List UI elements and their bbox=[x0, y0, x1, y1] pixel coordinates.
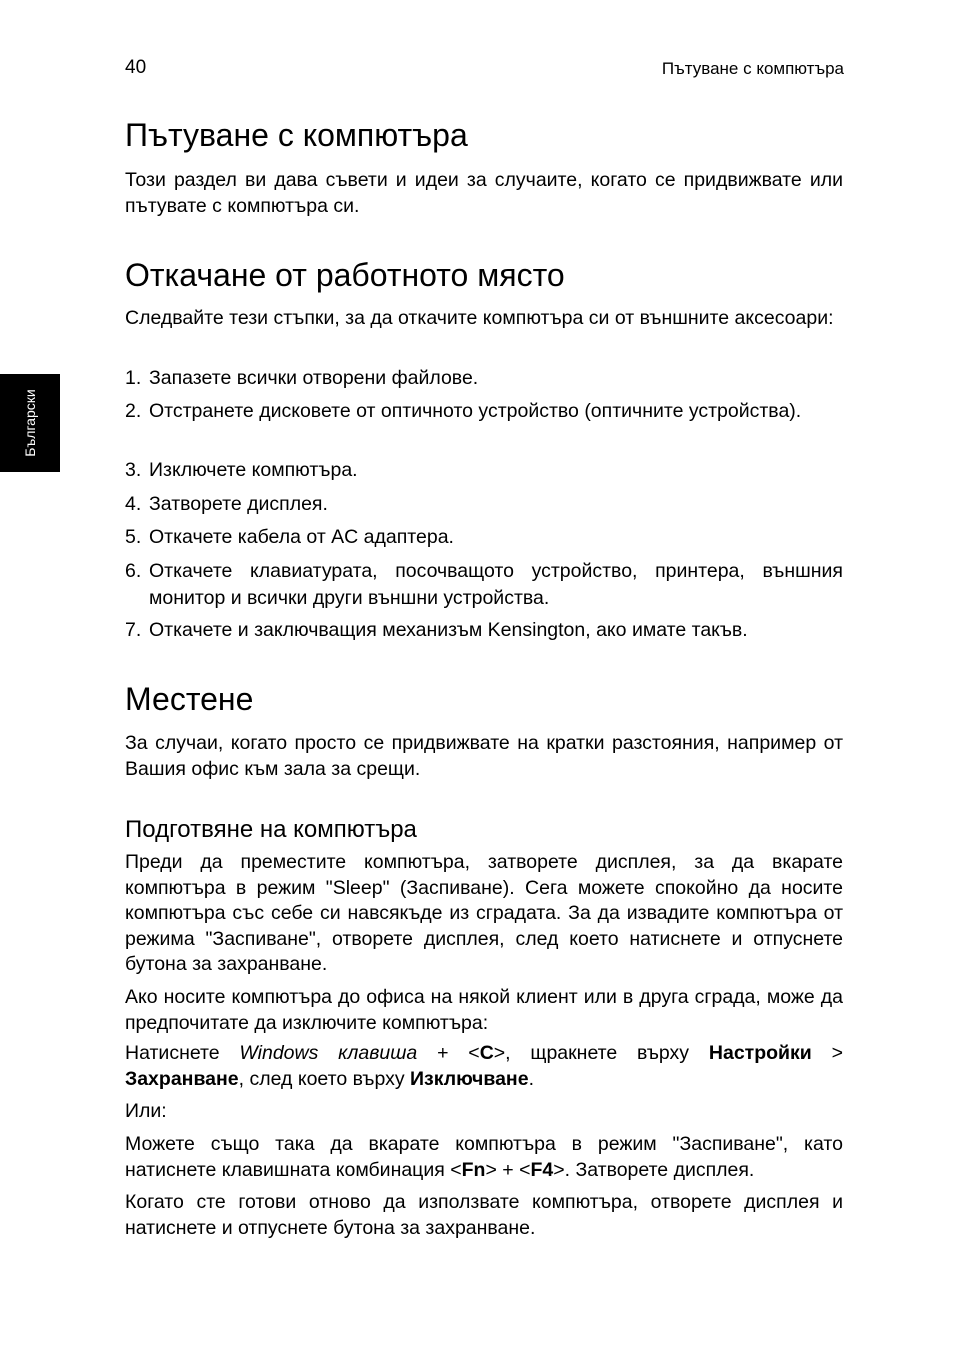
text-run: + < bbox=[417, 1042, 480, 1064]
list-item bbox=[125, 365, 843, 392]
list-item bbox=[125, 457, 843, 484]
section-title-move: Местене bbox=[125, 681, 254, 717]
list-item bbox=[125, 558, 843, 612]
list-item-text: Запазете всички отворени файлове. bbox=[149, 367, 479, 389]
page-number: 40 bbox=[125, 57, 147, 78]
list-item-text: Откачете кабела от AC адаптера. bbox=[149, 526, 454, 548]
text-run: . bbox=[528, 1067, 534, 1090]
list-item-text: Откачете и заключващия механизъм Kensington, ако имате такъв. bbox=[149, 619, 748, 641]
subsection-title-prepare: Подготвяне на компютъра bbox=[125, 816, 417, 843]
text-run: >, щракнете върху bbox=[493, 1042, 709, 1064]
list-item-number: 1. bbox=[125, 367, 142, 389]
text-run: Натиснете bbox=[125, 1042, 240, 1064]
list-item-number: 2. bbox=[125, 400, 142, 422]
list-item-number: 5. bbox=[125, 526, 142, 548]
list-item-text: Откачете клавиатурата, посочващото устройство, принтера, външния монитор и всички други външни устройства. bbox=[149, 560, 843, 609]
power-text: Захранване bbox=[125, 1067, 239, 1090]
shutdown-text: Изключване bbox=[410, 1067, 529, 1090]
sleep-shortcut-paragraph bbox=[125, 1132, 843, 1183]
section-title-travel: Пътуване с компютъра bbox=[125, 117, 468, 153]
text-run: Можете също така да вкарате компютъра в режим "Заспиване", като натиснете клавишната комбинация < bbox=[125, 1133, 843, 1181]
list-item bbox=[125, 524, 843, 551]
list-item-text: Затворете дисплея. bbox=[149, 493, 328, 515]
language-tab bbox=[0, 374, 60, 472]
key-fn-text: Fn bbox=[461, 1158, 486, 1181]
list-item-text: Изключете компютъра. bbox=[149, 459, 358, 481]
running-header: Пътуване с компютъра bbox=[661, 59, 844, 78]
text-run: >. Затворете дисплея. bbox=[553, 1158, 755, 1181]
list-item-number: 6. bbox=[125, 560, 142, 582]
text-run: > bbox=[811, 1042, 843, 1064]
list-item bbox=[125, 617, 843, 644]
list-item-text: Отстранете дисковете от оптичното устройство (оптичните устройства). bbox=[149, 400, 802, 422]
prepare-paragraph-2: Ако носите компютъра до офиса на някой клиент или в друга сграда, може да предпочитате да изключите компютъра: bbox=[125, 986, 843, 1034]
list-item-number: 7. bbox=[125, 619, 142, 641]
text-run: , след което върху bbox=[238, 1067, 411, 1090]
key-c-text: C bbox=[479, 1042, 494, 1064]
undock-intro: Следвайте тези стъпки, за да откачите компютъра си от външните аксесоари: bbox=[125, 307, 834, 329]
section-title-undock: Откачане от работното място bbox=[125, 257, 565, 293]
windows-key-text: Windows клавиша bbox=[239, 1042, 418, 1064]
list-item bbox=[125, 491, 843, 518]
text-run: > + < bbox=[485, 1158, 531, 1181]
prepare-paragraph-5: Когато сте готови отново да използвате компютъра, отворете дисплея и натиснете и отпуснете бутона за захранване. bbox=[125, 1191, 843, 1239]
shutdown-instructions bbox=[125, 1041, 843, 1092]
language-tab-label: Български bbox=[22, 389, 38, 457]
key-f4-text: F4 bbox=[530, 1158, 554, 1181]
move-intro: За случаи, когато просто се придвижвате на кратки разстояния, например от Вашия офис към зала за срещи. bbox=[125, 732, 843, 780]
travel-intro: Този раздел ви дава съвети и идеи за случаите, когато се придвижвате или пътувате с компютъра си. bbox=[125, 169, 843, 217]
or-line: Или: bbox=[125, 1100, 167, 1122]
list-item-number: 3. bbox=[125, 459, 142, 481]
prepare-paragraph-1: Преди да преместите компютъра, затворете дисплея, за да вкарате компютъра в режим "Sleep" (Заспиване). Сега можете спокойно да носите компютъра със себе си навсякъде из сградата. За да извадите компютъра от режима "Заспиване", отворете дисплея, след което натиснете и отпуснете бутона за захранване. bbox=[125, 851, 843, 975]
settings-text: Настройки bbox=[708, 1042, 812, 1064]
list-item bbox=[125, 398, 843, 425]
list-item-number: 4. bbox=[125, 493, 142, 515]
